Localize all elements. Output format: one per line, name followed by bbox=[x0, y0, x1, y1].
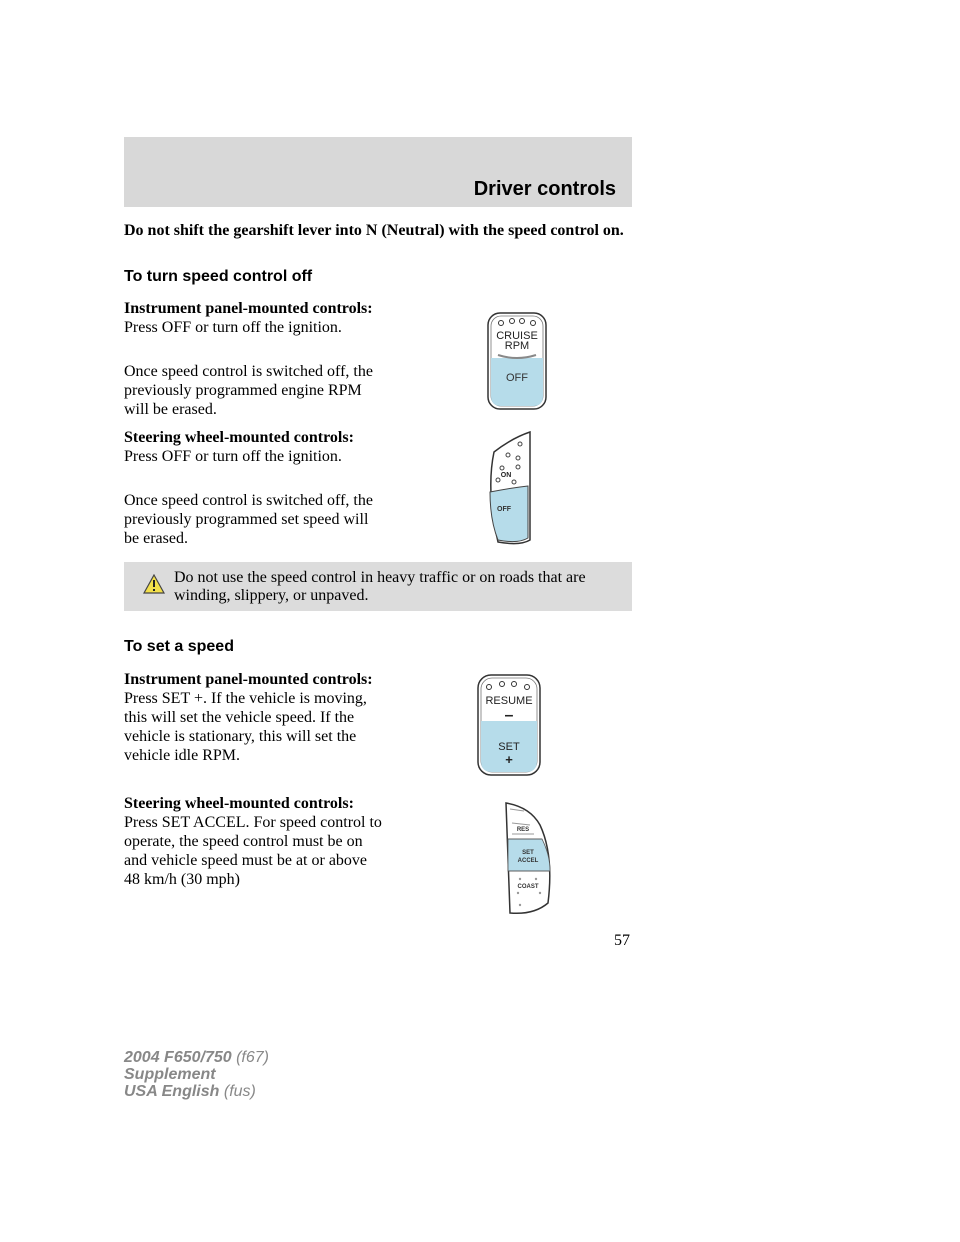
steering-wheel-res-set-coast-switch-illustration bbox=[500, 799, 560, 917]
plus-label: + bbox=[505, 752, 513, 767]
rpm-label: RPM bbox=[504, 340, 530, 352]
steering-wheel-on-off-switch-illustration bbox=[480, 430, 536, 550]
turn-off-sw-note: Once speed control is switched off, the previously programmed set speed will be erased. bbox=[124, 492, 373, 547]
turn-off-sw-label: Steering wheel-mounted controls: bbox=[124, 429, 354, 446]
turn-off-sw-text: Press OFF or turn off the ignition. bbox=[124, 448, 342, 465]
off-label: OFF bbox=[497, 506, 511, 513]
footer-language: USA English bbox=[124, 1083, 224, 1100]
page-number: 57 bbox=[614, 932, 630, 949]
cruise-rpm-off-switch-illustration bbox=[486, 311, 548, 411]
turn-off-ip-text: Press OFF or turn off the ignition. bbox=[124, 319, 342, 336]
turn-off-heading: To turn speed control off bbox=[124, 268, 313, 285]
header-band bbox=[124, 137, 632, 207]
turn-off-ip-label: Instrument panel-mounted controls: bbox=[124, 300, 373, 317]
footer-line-1 bbox=[124, 1049, 269, 1066]
footer-imprint bbox=[124, 1049, 269, 1100]
footer-line-3 bbox=[124, 1083, 269, 1100]
caution-box bbox=[124, 562, 632, 611]
set-speed-ip-paragraph bbox=[124, 670, 386, 765]
footer-model-code: (f67) bbox=[236, 1049, 269, 1066]
resume-set-switch-illustration bbox=[476, 673, 542, 777]
set-speed-sw-text: Press SET ACCEL. For speed control to operate, the speed control must be on and vehicle speed must be at or above 48 km/h (30 mph) bbox=[124, 814, 382, 888]
minus-label: – bbox=[504, 707, 514, 724]
set-speed-sw-label: Steering wheel-mounted controls: bbox=[124, 795, 354, 812]
turn-off-ip-note: Once speed control is switched off, the previously programmed engine RPM will be erased. bbox=[124, 363, 373, 418]
set-speed-ip-text: Press SET +. If the vehicle is moving, this will set the vehicle speed. If the vehicle is stationary, this will set the vehicle idle RPM. bbox=[124, 690, 367, 764]
footer-line-2: Supplement bbox=[124, 1066, 216, 1083]
set-speed-ip-label: Instrument panel-mounted controls: bbox=[124, 671, 373, 688]
on-label: ON bbox=[500, 472, 512, 479]
footer-model: 2004 F650/750 bbox=[124, 1049, 237, 1066]
set-label: SET bbox=[498, 741, 520, 753]
set-speed-heading: To set a speed bbox=[124, 638, 234, 655]
turn-off-ip-paragraph bbox=[124, 299, 386, 337]
turn-off-sw-paragraph bbox=[124, 428, 386, 466]
coast-label: COAST bbox=[517, 884, 539, 890]
resume-label: RESUME bbox=[485, 695, 533, 707]
section-title: Driver controls bbox=[473, 178, 616, 200]
cruise-label: CRUISE bbox=[496, 330, 538, 342]
set-label: SET bbox=[522, 850, 534, 856]
neutral-warning: Do not shift the gearshift lever into N (Neutral) with the speed control on. bbox=[124, 222, 624, 239]
set-speed-sw-paragraph bbox=[124, 794, 386, 889]
caution-text: Do not use the speed control in heavy traffic or on roads that are winding, slippery, or unpaved. bbox=[174, 569, 586, 604]
res-label: RES bbox=[516, 827, 530, 833]
off-label: OFF bbox=[506, 372, 528, 384]
accel-label: ACCEL bbox=[517, 858, 539, 864]
off-button-area bbox=[490, 486, 528, 542]
footer-language-code: (fus) bbox=[223, 1083, 256, 1100]
warning-triangle-icon bbox=[143, 574, 165, 594]
